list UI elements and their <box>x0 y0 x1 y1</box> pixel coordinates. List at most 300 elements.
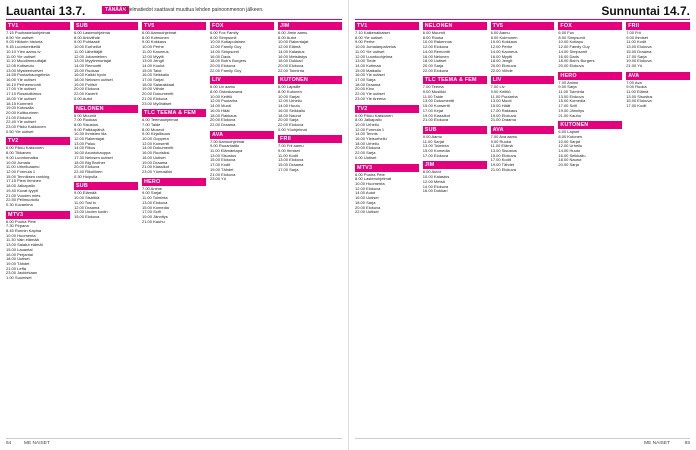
program-listing: 8.45 Runnin Kapina <box>6 228 42 234</box>
program-listing: 20.00 Elokuva <box>278 62 304 68</box>
program-listing: 10.00 Rakennus <box>422 39 452 45</box>
program-listing: 9.45 Luontoretkellä <box>6 44 41 50</box>
program-listing: 6.00 Lastenohjelmia <box>74 30 110 35</box>
program-listing: 13.00 Uuden kodin <box>74 209 108 215</box>
program-listing: 20.00 Sarja <box>278 117 299 123</box>
program-listing: 9.00 Ihmiset <box>626 34 648 40</box>
program-listing: 17.00 Sarjat <box>142 77 164 83</box>
program-listing: 10.00 Jumalanpalvelus <box>355 44 396 50</box>
program-listing: 19.00 Tähdet <box>210 166 234 172</box>
program-listing: 6.00 Lapset <box>558 129 580 135</box>
program-listing: 19.00 Elokuva <box>490 112 516 118</box>
program-listing: 16.00 Yleisurheilu <box>355 136 387 142</box>
program-listing: 22.00 Toiminta <box>278 67 304 73</box>
channel-heading: TV2 <box>355 105 419 113</box>
program-listing: 21.00 Vuoden mies <box>6 192 41 198</box>
program-listing: 6.00 Jimin aamu <box>278 30 308 35</box>
program-listing: 22.40 Yle uutiset <box>6 119 36 125</box>
program-listing: 19.00 Poliisit <box>74 81 97 87</box>
channel-heading: KUTONEN <box>278 76 342 84</box>
channel-heading: TLC TEEMA & FEM <box>423 76 487 84</box>
program-listing: 15.00 Ruokaa <box>74 67 99 73</box>
program-listing: 14.55 Puutarhaongelmia <box>6 72 50 78</box>
program-listing: 17.30 Nelosen uutiset <box>74 154 113 160</box>
program-listing: 7.00 Aamuohjelmat <box>210 138 245 144</box>
program-listing: 13.00 Paluu <box>74 140 96 146</box>
program-listing: 19.00 Draama <box>142 159 168 165</box>
program-listing: 8.00 Ruoka <box>422 34 444 40</box>
program-listing: 6.00 Fox <box>558 30 574 35</box>
program-listing: 16.00 Dads <box>210 53 231 59</box>
program-listing: 17.00 Yle uutiset <box>6 86 36 92</box>
program-listing: 18.00 Urheilu <box>355 140 379 146</box>
program-listing: 14.00 Koulut <box>142 62 165 68</box>
program-listing: 12.00 Family Guy <box>210 44 242 50</box>
program-listing: 23.00 Yö <box>210 176 226 182</box>
page-number: 64 <box>6 441 12 446</box>
program-listing: 18.00 Bob's Burgers <box>210 58 247 64</box>
program-listing: 10.00 Kokkaus <box>490 39 518 45</box>
channel-heading: FOX <box>558 22 622 30</box>
program-column <box>558 22 622 436</box>
program-listing: 15.00 Komedia <box>422 148 450 154</box>
program-listing: 10.00 Urheilu <box>355 121 379 127</box>
program-listing: 12.00 Draama <box>74 204 100 210</box>
channel-heading: HERO <box>558 72 622 80</box>
program-listing: 20.00 Kino <box>355 86 375 92</box>
program-listing: 9.00 Kokkaus <box>142 39 167 45</box>
page-number: 65 <box>684 441 690 446</box>
program-listing: 12.00 Jokamiehen <box>74 53 107 59</box>
program-listing: 18.00 Sarja <box>355 199 376 205</box>
program-column <box>6 22 70 436</box>
program-listing: 10.30 Ihmisten tila <box>74 131 107 137</box>
program-listing: 10.00 Jumala <box>6 159 31 165</box>
program-listing: 15.00 Elokuva <box>74 213 100 219</box>
program-listing: 11.10 Muodinmuuttajat <box>6 58 47 64</box>
program-listing: 18.00 Yle uutiset <box>6 95 36 101</box>
program-listing: 11.00 Elämä <box>626 89 649 95</box>
program-listing: 15.00 Häät <box>490 103 511 109</box>
program-column <box>210 22 274 436</box>
program-listing: 21.00 Elokuva <box>142 95 168 101</box>
program-listing: 0.30 Kuvaelma <box>6 201 33 207</box>
program-listing: 18.00 Big Brother <box>74 159 106 165</box>
program-listing: 18.00 Jengit <box>490 58 513 64</box>
program-listing: 13.00 Sisustus <box>490 148 517 154</box>
program-listing: 18.00 Uutiset <box>6 256 30 262</box>
program-listing: 20.00 Elokuva <box>355 204 381 210</box>
program-listing: 7.00 Teema <box>422 84 444 90</box>
program-listing: 12.00 Puutarha <box>210 98 238 104</box>
program-listing: 12.00 Perhe <box>490 44 513 50</box>
program-listing: 16.00 Häät <box>210 107 230 113</box>
program-listing: 13.00 Elokuva <box>626 44 652 50</box>
program-listing: 10.00 Sisältöä <box>74 195 100 201</box>
program-listing: 11.00 Taide <box>422 93 444 99</box>
program-listing: 21.00 Elokuva <box>490 166 516 172</box>
page-header <box>6 4 342 18</box>
program-listing: 14.00 Huuto <box>558 148 581 154</box>
program-listing: 12.00 Urheilu <box>278 98 302 104</box>
program-listing: 10.00 Kotiapu <box>558 39 584 45</box>
program-listing: 19.40 Kovat tyypit <box>6 187 38 193</box>
program-listing: 7.15 Puuhasteluohjelmat <box>6 30 51 35</box>
program-listing: 18.00 Uutiset <box>142 154 166 160</box>
program-listing: 18.00 Rakkaus <box>210 112 237 118</box>
program-listing: 23.00 Pikku Kakkonen <box>6 124 46 130</box>
program-listing: 13.00 Elokuva <box>558 93 584 99</box>
magazine-name: ME NAISET <box>24 441 50 446</box>
program-listing: 14.00 Remontti <box>74 62 102 68</box>
page-day-title: Sunnuntai 14.7. <box>601 4 690 18</box>
program-listing: 7.10 Kaikenaikaiset <box>355 30 390 35</box>
program-listing: 16.00 Yle uutiset <box>355 72 385 78</box>
program-listing: 18.15 Kummeli <box>6 100 33 106</box>
program-listing: 21.00 Yö <box>626 62 643 68</box>
program-listing: 22.50 Pelimuotoilu <box>6 197 39 203</box>
program-listing: 12.00 Elämä <box>278 44 301 50</box>
program-listing: 23.00 Jackiekaan <box>6 270 38 276</box>
program-listing: 17.10 Rosatutkimus <box>6 91 42 97</box>
channel-heading: TV1 <box>6 22 70 30</box>
program-listing: 18.00 Jalkapallo <box>6 183 35 189</box>
program-listing: 14.00 Tennis <box>355 131 378 137</box>
program-listing: 22.00 Elokuva <box>278 121 304 127</box>
program-listing: 11.00 Kodit <box>278 152 298 158</box>
program-listing: 11.00 Toiminta <box>142 195 168 201</box>
program-listing: 10.00 Eurheilut <box>74 44 101 50</box>
program-listing: 18.00 Naurut <box>278 112 302 118</box>
program-listing: 22.00 Yle uutiset <box>355 91 385 97</box>
program-listing: 17.15 Pieni ihminen <box>6 178 42 184</box>
program-listing: 9.00 Musiikki <box>422 89 446 95</box>
program-listing: 20.00 Elokuva <box>74 86 100 92</box>
program-listing: 9.00 Perhe <box>355 39 375 45</box>
program-listing: 16.00 Uutiset <box>355 195 379 201</box>
program-listing: 23.00 Yömusiikki <box>142 168 173 174</box>
program-listing: 7.00 Ava <box>626 79 642 85</box>
program-listing: 13.00 Jengit <box>142 58 164 64</box>
program-listing: 0.30 Huipulla <box>74 173 98 179</box>
program-listing: 12.00 Elokuva <box>355 185 381 191</box>
program-column <box>355 22 419 436</box>
program-listing: 14.00 Dokumentti <box>142 145 174 151</box>
program-listing: 1.00 Suomiset <box>6 275 32 281</box>
program-listing: 13.00 Toiminta <box>422 143 449 149</box>
program-listing: 8.00 Yle uutiset <box>355 34 383 40</box>
program-listing: 15.00 Lauantai <box>6 246 33 252</box>
program-listing: 17.00 Kirjat <box>422 107 444 113</box>
program-listing: 10.00 Sarjat <box>278 93 300 99</box>
page-footer <box>6 438 342 447</box>
program-listing: 17.00 Scifi <box>558 103 578 109</box>
program-listing: 7.00 Frii <box>626 30 641 35</box>
program-listing: 21.00 Elokuva <box>6 114 32 120</box>
program-listing: 16.00 Seikkailu <box>558 152 586 158</box>
program-listing: 6.00 Aamu <box>490 30 510 35</box>
program-listing: 9.00 Sarjat <box>142 190 162 196</box>
program-listing: 9.00 Aamu <box>422 133 442 139</box>
program-listing: 11.00 Yle uutiset <box>6 53 36 59</box>
program-listing: 16.00 Yle uutiset <box>6 77 36 83</box>
program-listing: 12.00 Formula 1 <box>6 168 36 174</box>
program-listing: 10.00 Ooppera <box>142 136 169 142</box>
program-listing: 19.00 Tähdet <box>490 162 515 168</box>
program-listing: 20.00 Elokuva <box>558 62 584 68</box>
program-column <box>491 22 555 436</box>
channel-heading: TV2 <box>6 137 70 145</box>
program-listing: 6.00 Puuha Pete <box>6 218 36 224</box>
program-listing: 19.00 Jännitys <box>558 107 585 113</box>
program-listing: 13.00 Dokumentti <box>422 98 455 104</box>
program-listing: 19.00 Klassikot <box>422 112 450 118</box>
program-listing: 16.10 Perheennonti <box>6 81 41 87</box>
program-listing: 9.03 Hildurin historia <box>6 39 43 45</box>
program-listing: 17.00 Sarja <box>626 53 647 59</box>
program-listing: 22.00 Elokuva <box>422 67 449 73</box>
channel-heading: JIM <box>278 22 342 30</box>
program-listing: 11.00 Tosi tv <box>74 199 97 205</box>
channel-heading: TLC TEEMA & FEM <box>142 109 206 117</box>
channel-heading: FRII <box>278 135 342 143</box>
magazine-name: ME NAISET <box>644 441 670 446</box>
program-listing: 12.00 Luontoohjelma <box>355 53 393 59</box>
program-listing: 8.00 Simpsonit <box>210 34 237 40</box>
program-listing: 16.00 Seikkailu <box>278 107 306 113</box>
program-listing: 14.00 Kalastus <box>278 48 305 54</box>
program-listing: 8.00 Sisustus <box>74 121 99 127</box>
program-listing: 12.00 Family Guy <box>558 44 590 50</box>
program-listing: 22.00 Viihde <box>490 67 513 73</box>
program-listing: 8.00 Arkiviihde <box>74 34 101 40</box>
program-listing: 6.00 Pikku Kakkonen <box>355 112 393 118</box>
program-listing: 10.00 Perhe <box>142 44 164 50</box>
program-column <box>74 22 138 436</box>
program-column <box>142 22 206 436</box>
program-listing: 18.00 Bob's Burgers <box>558 58 595 64</box>
program-listing: 20.00 Elokuva <box>490 62 516 68</box>
program-listing: 11.00 Kauneus <box>142 48 169 54</box>
program-listing: 7.30 Pirpana <box>6 223 29 229</box>
program-listing: 7.00 Anime <box>558 79 579 85</box>
program-listing: 10.00 Kotiapulainen <box>210 39 246 45</box>
program-listing: 10.00 Huomenta <box>6 232 36 238</box>
program-listing: 11.00 Elämä <box>490 143 513 149</box>
program-listing: 11.00 Kodit <box>626 39 647 45</box>
program-listing: 8.00 Kutonen <box>558 133 583 139</box>
program-listing: 13.00 Sisustus <box>626 93 653 99</box>
program-listing: 17.00 Elokuva <box>422 152 449 158</box>
program-listing: 16.00 Ruotsiksi <box>142 150 170 156</box>
program-listing: 0.00 Uutiset <box>355 154 377 160</box>
program-listing: 9.00 Sarja <box>558 84 577 90</box>
program-listing: 6.00 Lapsille <box>278 84 301 90</box>
program-listing: 16.00 Seikkailu <box>142 72 170 78</box>
channel-heading: LIV <box>210 76 274 84</box>
program-listing: 8.00 Autot <box>422 169 441 175</box>
program-listing: 7.00 Taide <box>142 121 161 127</box>
program-listing: 13.00 Elokuva <box>142 199 168 205</box>
program-listing: 12.05 Kotiseutu <box>6 62 34 68</box>
program-listing: 21.00 Leffa <box>6 265 26 271</box>
program-column <box>423 22 487 436</box>
program-listing: 9.00 Palkkapäivä <box>74 126 105 132</box>
channel-heading: SUB <box>74 182 138 190</box>
program-column <box>278 22 342 436</box>
program-listing: 10.00 Keittiö <box>210 93 233 99</box>
program-listing: 21.00 Elokuva <box>210 171 236 177</box>
program-listing: 17.00 Kodit <box>490 157 511 163</box>
program-listing: 23.00 Myöhäiset <box>142 100 172 106</box>
program-listing: 23.00 Yle Areena <box>355 95 386 101</box>
program-listing: 10.00 Kalastus <box>422 174 450 180</box>
program-columns <box>6 22 342 436</box>
program-listing: 6.00 Muumit <box>74 112 97 118</box>
program-listing: 16.00 Metsästys <box>278 53 308 59</box>
program-listing: 8.50 Yle uutiset <box>6 34 34 40</box>
program-listing: 16.00 Perjantai <box>6 251 33 257</box>
page-subtitle: Ohjelmatiedot saattavat muuttua lehden painoonmenon jälkeen. <box>122 7 264 13</box>
program-listing: 10.10 Ylen aamu-tv <box>6 48 41 54</box>
program-listing: 22.00 Kaverit <box>74 91 98 97</box>
program-listing: 12.00 Formula 1 <box>355 126 385 132</box>
program-listing: 12.00 Rakentajat <box>74 136 105 142</box>
program-listing: 10.00 Rakentajat <box>278 39 309 45</box>
program-listing: 7.00 Anime <box>142 185 163 191</box>
program-listing: 13.00 Myytinmurtajat <box>74 58 112 64</box>
program-listing: 11.00 Lähettäjät <box>74 48 103 54</box>
channel-heading: FOX <box>210 22 274 30</box>
program-listing: 17.00 Kodit <box>626 103 647 109</box>
program-listing: 8.00 Simpsonit <box>558 34 585 40</box>
program-listing: 22.00 Sarja <box>355 150 376 156</box>
channel-heading: TV5 <box>491 22 555 30</box>
program-listing: 18.00 Naurut <box>558 157 582 163</box>
program-listing: 15.00 Elokuva <box>626 98 652 104</box>
program-columns <box>355 22 690 436</box>
program-listing: 0.50 Yle uutiset <box>6 128 34 134</box>
program-listing: 9.00 Elämää <box>74 190 97 196</box>
program-listing: 20.00 Elokuva <box>74 164 100 170</box>
program-listing: 18.00 Dokkari <box>278 58 303 64</box>
channel-heading: KUTONEN <box>558 121 622 129</box>
channel-heading: MTV3 <box>355 164 419 172</box>
channel-heading: AVA <box>210 131 274 139</box>
program-listing: 17.00 Sarja <box>278 166 299 172</box>
program-listing: 15.00 Draama <box>278 162 304 168</box>
program-listing: 17.00 Kodit <box>210 162 231 168</box>
program-listing: 19.00 Viihde <box>142 86 165 92</box>
program-listing: 6.00 Liv aamu <box>210 84 236 90</box>
program-listing: 15.00 Tenniksen ranking <box>6 173 50 179</box>
program-listing: 22.00 Uutiset <box>355 209 379 215</box>
program-listing: 16.00 Nelonen <box>422 53 449 59</box>
program-listing: 16.00 Kaikki hyvin <box>74 72 107 78</box>
channel-heading: TV5 <box>142 22 206 30</box>
channel-heading: MTV3 <box>6 211 70 219</box>
program-listing: 11.00 Yle uutiset <box>355 48 385 54</box>
program-listing: 22.00 Family Guy <box>210 67 242 73</box>
program-listing: 20.00 Sarja <box>422 62 444 68</box>
page-header <box>355 4 690 18</box>
program-listing: 17.00 Rakkaus <box>490 107 518 113</box>
program-listing: 10.00 Sarjat <box>558 138 580 144</box>
channel-heading: NELONEN <box>423 22 487 30</box>
program-listing: 6.00 Puuha Pete <box>355 171 385 177</box>
program-listing: 18.00 Salarakkaat <box>142 81 175 87</box>
program-listing: 6.00 Aamuohjelmat <box>142 30 177 35</box>
program-listing: 16.00 Dokkari <box>422 188 448 194</box>
page-footer <box>355 438 690 447</box>
program-listing: 14.00 Simpsonit <box>210 48 239 54</box>
program-listing: 11.00 Puutarha <box>490 93 518 99</box>
program-listing: 9.00 Ihmiset <box>278 148 300 154</box>
program-listing: 9.00 Ruoka <box>626 84 647 90</box>
program-listing: 12.00 Elokuva <box>422 44 449 50</box>
program-listing: 15.00 Elokuva <box>210 157 236 163</box>
program-listing: 0.00 Yöohjelmat <box>278 126 307 132</box>
program-listing: 10.00 Huomenta <box>355 180 385 186</box>
header-rule <box>6 19 342 20</box>
program-listing: 15.00 Draama <box>626 48 652 54</box>
channel-heading: TV1 <box>355 22 419 30</box>
program-listing: 15.00 Komedia <box>558 98 586 104</box>
program-listing: 13.00 Salatut elämät <box>6 242 43 248</box>
program-listing: 9.00 Puhtaasti <box>74 39 100 45</box>
program-listing: 8.00 Tikkanen <box>6 150 31 156</box>
program-listing: 12.00 Urheilu <box>558 143 583 149</box>
program-listing: 21.00 Kauhu <box>558 112 582 118</box>
page-day-title: Lauantai 13.7. <box>6 4 86 18</box>
program-listing: 11.00 Toiminta <box>558 89 585 95</box>
program-listing: 16.00 Asuntokauppa <box>74 150 111 156</box>
program-listing: 15.00 Matkailu <box>355 67 382 73</box>
channel-heading: SUB <box>423 126 487 134</box>
program-listing: 19.00 Tähdet <box>6 260 30 266</box>
program-column <box>626 22 690 436</box>
program-listing: 0.00 Autot <box>74 95 93 101</box>
program-listing: 19.00 Jännitys <box>142 213 168 219</box>
program-listing: 20.00 Elokuva <box>355 145 381 151</box>
program-listing: 15.00 Komedia <box>142 204 169 210</box>
program-listing: 7.00 Ava aamu <box>490 133 518 139</box>
program-listing: 13.00 Sisustus <box>210 152 237 158</box>
program-listing: 15.00 Talot <box>142 67 162 73</box>
channel-heading: LIV <box>491 76 555 84</box>
program-listing: 19.00 Kutosalla <box>6 105 34 111</box>
program-listing: 9.00 Ruoanlaitto <box>210 143 240 149</box>
program-listing: 8.00 Ostoskanava <box>210 89 243 95</box>
program-listing: 14.00 Rikos <box>74 145 96 151</box>
program-listing: 14.00 Muoti <box>210 103 231 109</box>
channel-heading: JIM <box>423 161 487 169</box>
program-listing: 9.00 Luontomatka <box>6 154 39 160</box>
program-listing: 16.00 Myytti <box>490 53 513 59</box>
today-badge: TÄNÄÄN <box>102 6 129 14</box>
program-listing: 8.00 Kolmonen <box>490 34 518 40</box>
program-listing: 8.00 Kutonen <box>278 89 302 95</box>
program-listing: 12.00 Konsertti <box>142 140 169 146</box>
program-listing: 6.00 Muumit <box>422 30 445 35</box>
program-listing: 11.00 Urheiluaamu <box>6 164 40 170</box>
program-listing: 6.00 Pikku Kakkonen <box>6 145 44 151</box>
channel-heading: FRII <box>626 22 690 30</box>
program-listing: 20.00 Dokumentti <box>142 91 174 97</box>
program-listing: 14.00 Kotimaa <box>355 62 381 68</box>
program-listing: 21.00 Draama <box>490 117 516 123</box>
program-listing: 7.00 Ruokaa <box>74 117 97 123</box>
